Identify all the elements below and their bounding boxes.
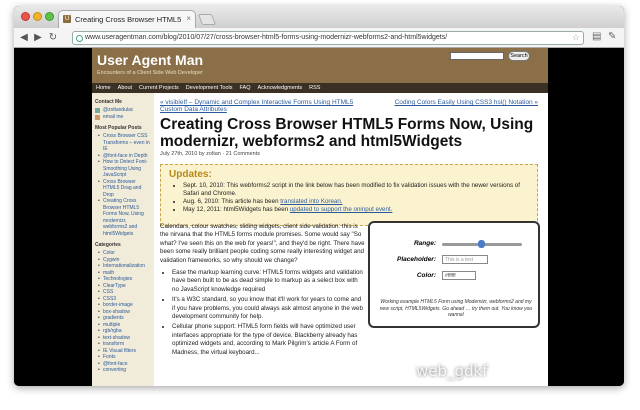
intro-paragraph: Calendars, colour swatches, sliding widgets, client side validation: this is the nirvana that the HTML5 forms module promises. Some would say "So what? I've seen this on the web for years!", and they'd be right. There have been some really brilliant people coding some really interesting widget and validation frameworks, so why should we change? [160,223,365,264]
contact-email[interactable]: email me [95,114,151,120]
sidebar-heading: Categories [95,242,121,248]
korean-translation-link[interactable]: translated into Korean. [280,198,343,205]
nav-item-tools[interactable]: Development Tools [185,85,233,91]
address-bar[interactable] [72,31,584,45]
popular-post-link[interactable]: • Cross Browser CSS Transforms – even in IE [95,133,151,153]
popular-post-link[interactable]: • @font-face in Depth [95,153,151,160]
sidebar-heading: Most Popular Posts [95,125,142,131]
benefits-list [160,269,365,357]
popular-post-link[interactable]: • Creating Cross Browser HTML5 Forms Now, Using modernizr, webforms2 and html5Widgets [95,198,151,237]
wrench-icon[interactable]: ✎ [608,31,617,42]
category-link[interactable]: • CSS3 [95,296,151,303]
web-page [92,48,548,386]
category-link[interactable]: • multiple [95,322,151,329]
site-tagline: Encounters of a Client Side Web Developer [97,70,203,76]
update-item: • Aug. 6, 2010: This article has been translated into Korean. [183,198,529,206]
update-item: • May 12, 2011: html5Widgets has been updated to support the oninput event. [183,206,529,214]
category-link[interactable]: • Internationalization [95,263,151,270]
category-link[interactable]: • IE Visual filters [95,348,151,355]
html5-form-demo [368,221,540,328]
category-link[interactable]: • math [95,270,151,277]
next-post-link[interactable]: Coding Colors Easily Using CSS3 hsl() Notation » [394,99,538,106]
category-link[interactable]: • Cygwin [95,257,151,264]
contact-twitter[interactable]: @zoltandulac [95,107,151,113]
bookmark-star-icon[interactable]: ☆ [571,32,580,42]
page-menu-icon[interactable]: ▤ [592,31,602,42]
new-tab-button[interactable] [198,14,216,25]
url-text: www.useragentman.com/blog/2010/07/27/cross-browser-html5-forms-using-modernizr-webforms2-and-html5widgets/ [85,34,448,41]
main-content [158,93,544,386]
list-item: • It's a W3C standard, so you know that it'll work for years to come and if you have problems, you could always ask almost anyone in the web development community for help. [172,296,365,321]
post-body [160,223,365,359]
email-icon [95,115,100,120]
search-button[interactable]: Search [508,51,530,61]
categories-list [95,250,151,374]
popular-post-link[interactable]: • Cross Browser HTML5 Drag and Drop [95,179,151,199]
page-viewport [14,48,624,386]
sidebar [92,93,154,386]
category-link[interactable]: • transform [95,341,151,348]
nav-item-about[interactable]: About [117,85,133,91]
post-title: Creating Cross Browser HTML5 Forms Now, Using modernizr, webforms2 and html5Widgets [160,116,534,150]
update-item: • Sept. 10, 2010: This webforms2 script in the link below has been modified to fix validation issues with the newer versions of Safari and Chrome. [183,182,529,198]
category-link[interactable]: • rgb/rgba [95,328,151,335]
nav-item-rss[interactable]: RSS [309,85,321,91]
popular-posts-list [95,133,151,237]
twitter-icon [95,108,100,113]
sidebar-heading: Contact Me [95,99,122,105]
reload-icon[interactable]: ↻ [48,32,58,43]
updates-heading: Updates: [169,169,212,180]
title-bar [14,6,624,28]
range-slider[interactable] [442,243,522,246]
post-meta: July 27th, 2010 by zoltan · 21 Comments [160,151,260,157]
nav-item-home[interactable]: Home [96,85,111,91]
list-item: • Cellular phone support: HTML5 form fields will have optimized user interfaces appropriate for the type of device. Blackberry already has optimized widgets and, according to Mark Pilgrim's article A Form of Madness, the virtual keyboard... [172,323,365,357]
nav-item-projects[interactable]: Current Projects [139,85,179,91]
list-item: • Ease the markup learning curve: HTML5 forms widgets and validation have been built to be as dead simple to markup as a select box with no JavaScript knowledge required [172,269,365,294]
category-link[interactable]: • border-image [95,302,151,309]
tab-title: Creating Cross Browser HTML5 [75,15,182,24]
maximize-window-button[interactable] [45,12,54,21]
placeholder-label: Placeholder: [396,256,436,263]
tab-close-icon[interactable]: × [186,14,191,23]
category-link[interactable]: • Fonts [95,354,151,361]
oninput-update-link[interactable]: updated to support the oninput event. [289,206,393,213]
search-input[interactable] [450,52,504,60]
placeholder-input[interactable]: This is a test [442,255,488,264]
nav-item-faq[interactable]: FAQ [239,85,251,91]
minimize-window-button[interactable] [33,12,42,21]
color-input[interactable]: #ffffff [442,271,476,280]
site-nav [92,83,548,93]
range-label: Range: [413,240,436,247]
post-navigation [160,99,538,113]
category-link[interactable]: • gradients [95,315,151,322]
range-slider-thumb[interactable] [478,240,485,248]
category-link[interactable]: • ClearType [95,283,151,290]
site-header [92,48,548,83]
popular-post-link[interactable]: • How to Detect Font-Smoothing Using JavaScript [95,159,151,179]
demo-caption: Working example HTML5 Form using Modernizr, webforms2 and my new script, HTML5Widgets. Go ahead … try them out. You know you wanna! [379,299,533,318]
category-link[interactable]: • Technologies [95,276,151,283]
color-label: Color: [416,272,436,279]
category-link[interactable]: • text-shadow [95,335,151,342]
prev-post-link[interactable]: « visibleIf – Dynamic and Complex Interactive Forms Using HTML5 Custom Data Attributes [160,99,354,113]
category-link[interactable]: • converting [95,367,151,374]
globe-icon [76,35,83,42]
tab-active[interactable] [58,10,196,28]
back-icon[interactable]: ◀ [20,32,28,43]
close-window-button[interactable] [21,12,30,21]
category-link[interactable]: • Color [95,250,151,257]
updates-box [160,164,538,226]
category-link[interactable]: • CSS [95,289,151,296]
nav-item-acknowledgments[interactable]: Acknowledgments [257,85,303,91]
category-link[interactable]: • box-shadow [95,309,151,316]
site-favicon-icon: U [64,16,70,22]
browser-window [14,6,624,386]
forward-icon[interactable]: ▶ [34,32,42,43]
site-title[interactable]: User Agent Man [97,52,204,68]
browser-toolbar [14,28,624,48]
watermark: web_gdkf [416,362,488,380]
category-link[interactable]: • @font-face [95,361,151,368]
